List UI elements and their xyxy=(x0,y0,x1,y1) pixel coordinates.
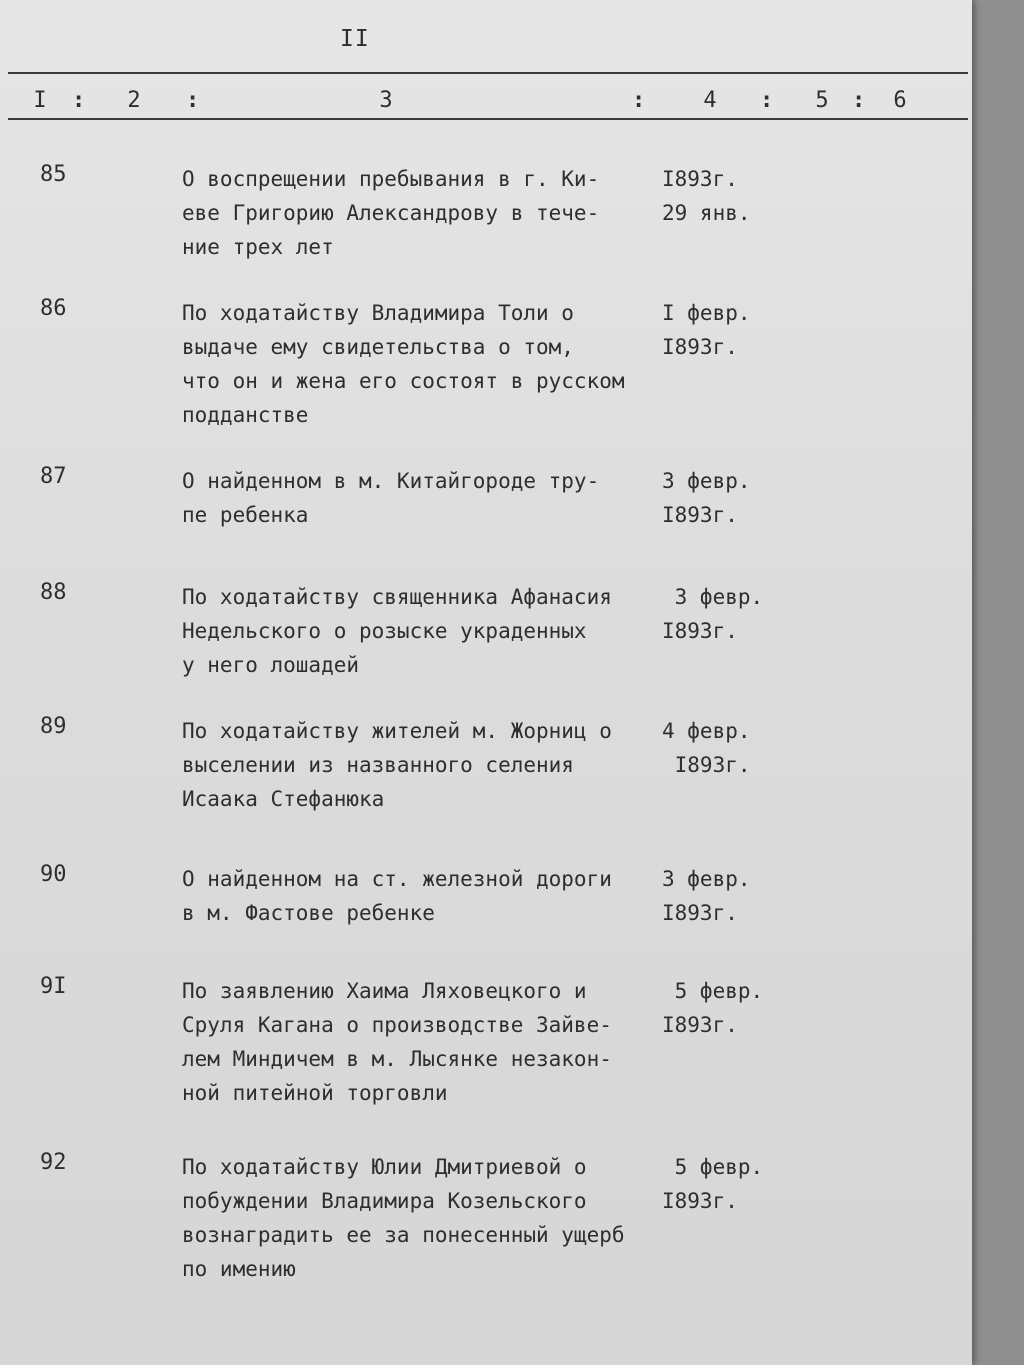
column-header-6: 6 xyxy=(893,88,907,113)
column-separator: : xyxy=(760,88,774,113)
entry-number: 92 xyxy=(40,1150,67,1175)
entry-title: О найденном на ст. железной дороги в м. Фастове ребенке xyxy=(182,867,612,925)
entry-title: По ходатайству священника Афанасия Недельского о розыске украденных у него лошадей xyxy=(182,585,612,677)
entry-date: 4 февр. I893г. xyxy=(662,719,751,777)
column-header-2: 2 xyxy=(127,88,141,113)
entry-number: 86 xyxy=(40,296,67,321)
column-header-5: 5 xyxy=(815,88,829,113)
entry-title: О найденном в м. Китайгороде тру- пе ребенка xyxy=(182,469,600,527)
entry-title: По ходатайству Юлии Дмитриевой о побуждении Владимира Козельского вознаградить ее за понесенный ущерб по имению xyxy=(182,1155,625,1281)
entry-date: I893г. 29 янв. xyxy=(662,167,751,225)
entry-number: 85 xyxy=(40,162,67,187)
entry-date: 3 февр. I893г. xyxy=(662,867,751,925)
column-header-1: I xyxy=(33,88,47,113)
entry-number: 9I xyxy=(40,974,67,999)
entry-date: 3 февр. I893г. xyxy=(662,585,764,643)
entry-date: 5 февр. I893г. xyxy=(662,979,764,1037)
entry-number: 89 xyxy=(40,714,67,739)
entry-date: I февр. I893г. xyxy=(662,301,751,359)
header-rule-bottom xyxy=(8,118,968,120)
entry-number: 90 xyxy=(40,862,67,887)
entry-number: 88 xyxy=(40,580,67,605)
entry-date: 5 февр. I893г. xyxy=(662,1155,764,1213)
entry-title: По ходатайству жителей м. Жорниц о выселении из названного селения Исаака Стефанюка xyxy=(182,719,612,811)
column-separator: : xyxy=(632,88,646,113)
column-separator: : xyxy=(72,88,86,113)
entry-title: По ходатайству Владимира Толи о выдаче ему свидетельства о том, что он и жена его состоят в русском подданстве xyxy=(182,301,625,427)
entry-number: 87 xyxy=(40,464,67,489)
page-number: II xyxy=(340,26,370,52)
column-header-4: 4 xyxy=(703,88,717,113)
column-separator: : xyxy=(186,88,200,113)
column-header-3: 3 xyxy=(379,88,393,113)
entry-title: По заявлению Хаима Ляховецкого и Сруля Кагана о производстве Зайве- лем Миндичем в м. Лысянке незакон- ной питейной торговли xyxy=(182,979,612,1105)
entry-date: 3 февр. I893г. xyxy=(662,469,751,527)
column-separator: : xyxy=(852,88,866,113)
entry-title: О воспрещении пребывания в г. Ки- eве Григорию Александрову в тече- ние трех лет xyxy=(182,167,600,259)
header-rule-top xyxy=(8,72,968,74)
